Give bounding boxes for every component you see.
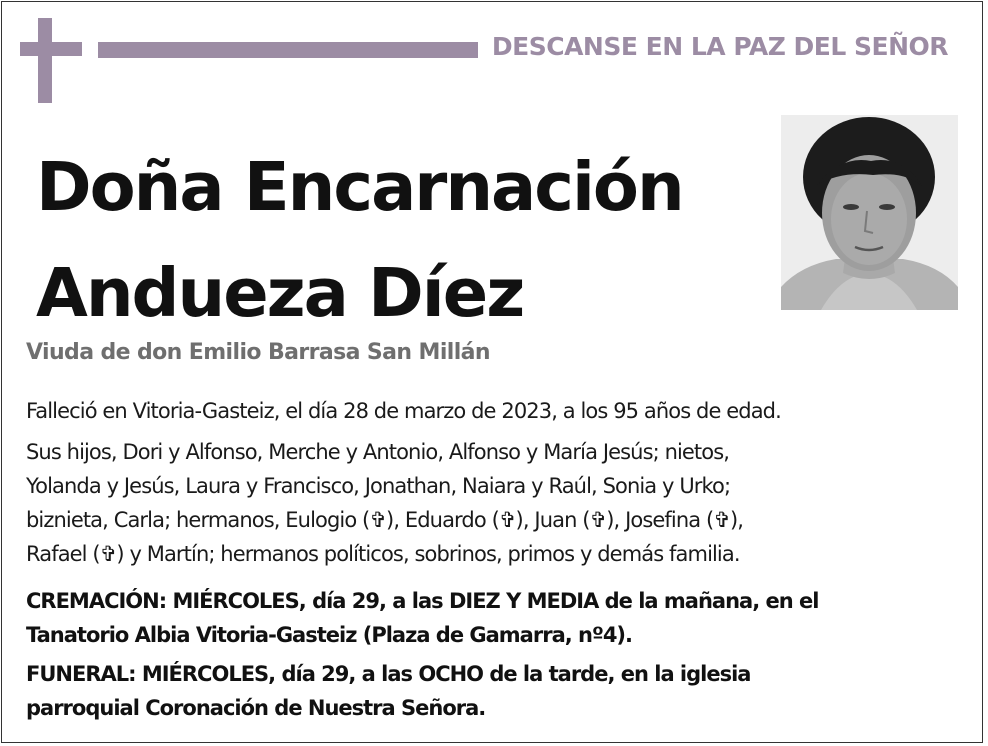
funeral-line: parroquial Coronación de Nuestra Señora. xyxy=(26,696,486,720)
header-divider-bar xyxy=(98,42,478,58)
deceased-name-line-1: Doña Encarnación xyxy=(36,148,683,226)
cremation-paragraph xyxy=(26,584,976,652)
family-line: biznieta, Carla; hermanos, Eulogio (✞), Eduardo (✞), Juan (✞), Josefina (✞), xyxy=(26,508,744,532)
deceased-name-line-2: Andueza Díez xyxy=(36,254,524,332)
funeral-line: FUNERAL: MIÉRCOLES, día 29, a las OCHO de la tarde, en la iglesia xyxy=(26,662,751,686)
portrait-photo-image xyxy=(781,115,958,310)
cross-horizontal-bar xyxy=(20,42,82,56)
obituary-card xyxy=(1,1,983,743)
funeral-paragraph xyxy=(26,657,976,725)
family-line: Rafael (✞) y Martín; hermanos políticos, sobrinos, primos y demás familia. xyxy=(26,542,740,566)
family-paragraph xyxy=(26,435,976,571)
family-line: Sus hijos, Dori y Alfonso, Merche y Antonio, Alfonso y María Jesús; nietos, xyxy=(26,440,730,464)
deceased-name xyxy=(36,134,756,346)
death-notice: Falleció en Vitoria-Gasteiz, el día 28 de marzo de 2023, a los 95 años de edad. xyxy=(26,399,781,423)
cremation-line: CREMACIÓN: MIÉRCOLES, día 29, a las DIEZ Y MEDIA de la mañana, en el xyxy=(26,589,819,613)
family-line: Yolanda y Jesús, Laura y Francisco, Jonathan, Naiara y Raúl, Sonia y Urko; xyxy=(26,474,731,498)
cross-vertical-bar xyxy=(38,18,52,103)
widow-subtitle: Viuda de don Emilio Barrasa San Millán xyxy=(26,340,490,365)
portrait-photo xyxy=(781,115,958,310)
header-title: DESCANSE EN LA PAZ DEL SEÑOR xyxy=(491,32,948,61)
cremation-line: Tanatorio Albia Vitoria-Gasteiz (Plaza de Gamarra, nº4). xyxy=(26,623,633,647)
